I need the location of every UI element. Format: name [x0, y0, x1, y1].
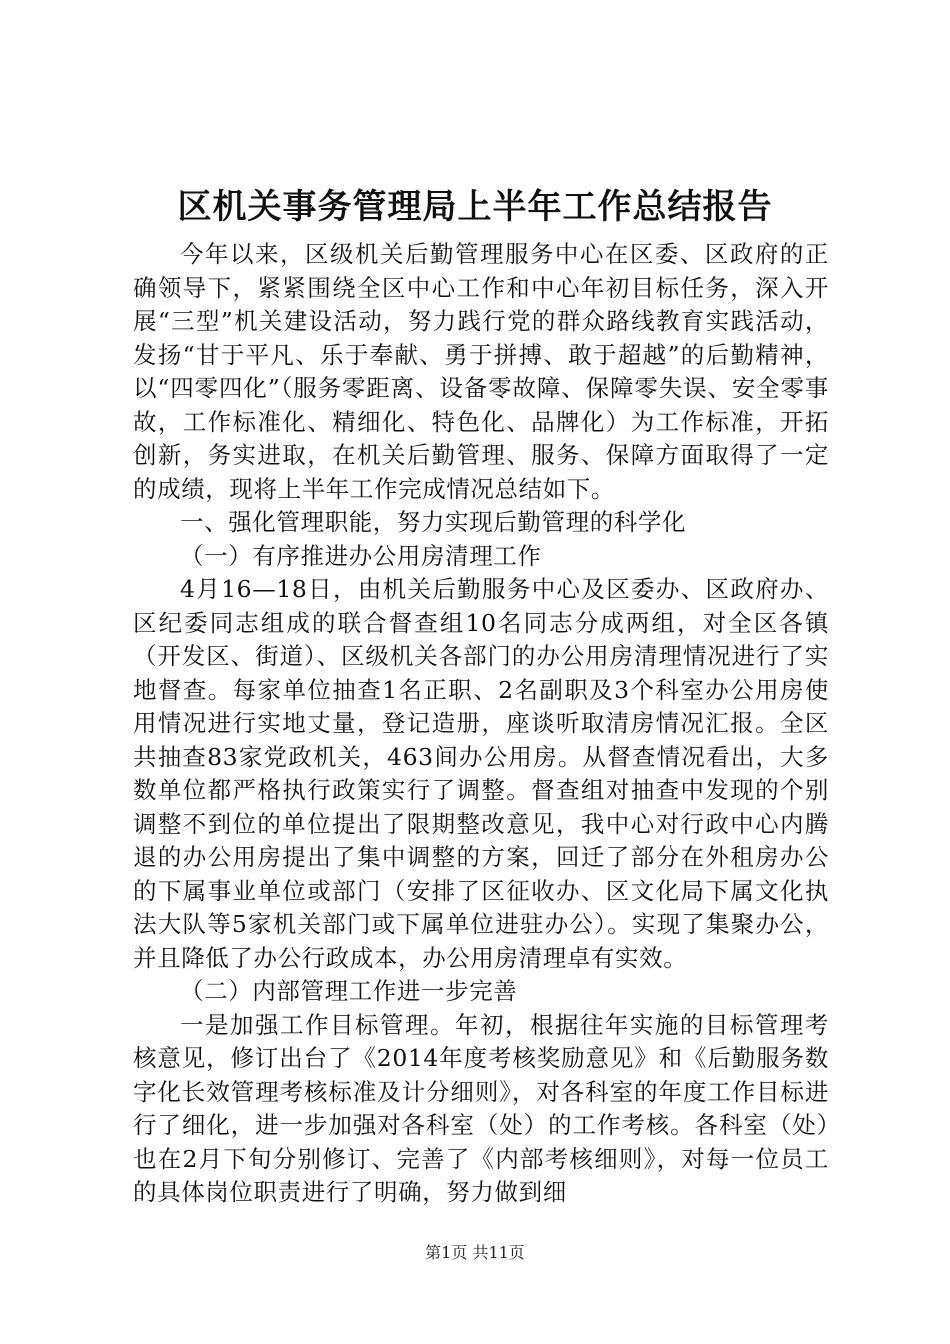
document-body	[133, 238, 829, 1210]
page-footer: 第1页 共11页	[425, 1243, 525, 1262]
intro-paragraph: 今年以来，区级机关后勤管理服务中心在区委、区政府的正确领导下，紧紧围绕全区中心工作和中心年初目标任务，深入开展“三型”机关建设活动，努力践行党的群众路线教育实践活动，发扬“甘于平凡、乐于奉献、勇于拼搏、敢于超越”的后勤精神，以“四零四化”（服务零距离、设备零故障、保障零失误、安全零事故，工作标准化、精细化、特色化、品牌化）为工作标准，开拓创新，务实进取，在机关后勤管理、服务、保障方面取得了一定的成绩，现将上半年工作完成情况总结如下。	[133, 240, 829, 503]
subsection-heading-2: （二）内部管理工作进一步完善	[180, 977, 518, 1005]
subsection-body-1: 4月16—18日，由机关后勤服务中心及区委办、区政府办、区纪委同志组成的联合督查组10名同志分成两组，对全区各镇（开发区、街道）、区级机关各部门的办公用房清理情况进行了实地督查。每家单位抽查1名正职、2名副职及3个科室办公用房使用情况进行实地丈量，登记造册，座谈听取清房情况汇报。全区共抽查83家党政机关，463间办公用房。从督查情况看出，大多数单位都严格执行政策实行了调整。督查组对抽查中发现的个别调整不到位的单位提出了限期整改意见，我中心对行政中心内腾退的办公用房提出了集中调整的方案，回迁了部分在外租房办公的下属事业单位或部门（安排了区征收办、区文化局下属文化执法大队等5家机关部门或下属单位进驻办公）。实现了集聚办公，并且降低了办公行政成本，办公用房清理卓有实效。	[133, 575, 829, 972]
section-heading-1: 一、强化管理职能，努力实现后勤管理的科学化	[180, 508, 687, 536]
subsection-body-2: 一是加强工作目标管理。年初，根据往年实施的目标管理考核意见，修订出台了《2014年度考核奖励意见》和《后勤服务数字化长效管理考核标准及计分细则》，对各科室的年度工作目标进行了细化，进一步加强对各科室（处）的工作考核。各科室（处）也在2月下旬分别修订、完善了《内部考核细则》，对每一位员工的具体岗位职责进行了明确，努力做到细	[133, 1010, 829, 1206]
document-title: 区机关事务管理局上半年工作总结报告	[177, 187, 773, 227]
subsection-heading-1: （一）有序推进办公用房清理工作	[180, 541, 542, 570]
